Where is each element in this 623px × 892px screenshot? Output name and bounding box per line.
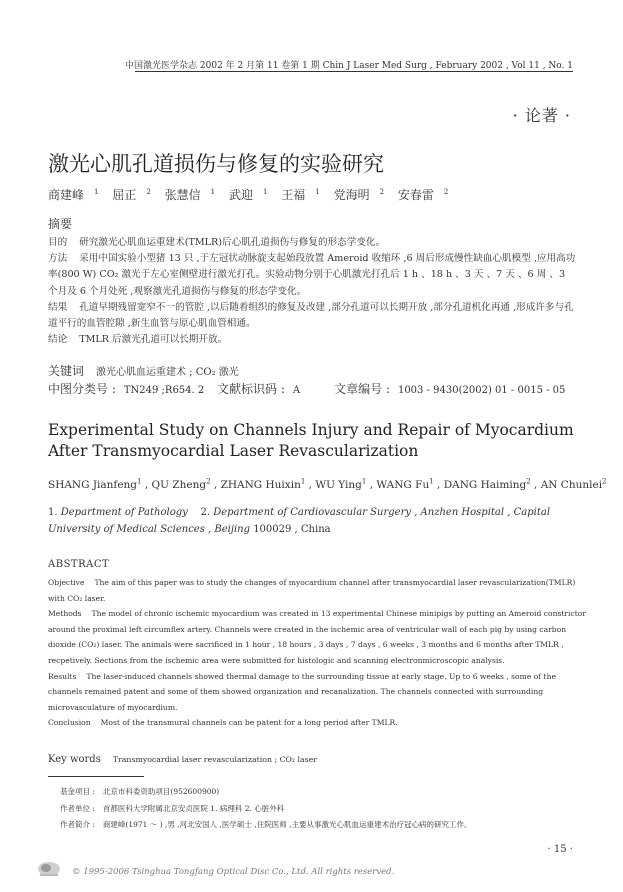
abstract-label: Results <box>48 671 77 681</box>
affiliation-english: 1. Department of Pathology 2. Department of Cardiovascular Surgery , Anzhen Hospital , Capital University of Medical Sciences , Beijing 100029 , China <box>48 507 551 535</box>
abstract-cn-heading: 摘要 <box>48 217 73 231</box>
author-en: QU Zheng$^2$ <box>151 477 211 491</box>
doc-code-label: 文献标识码 : <box>217 382 285 396</box>
keywords-cn-label: 关键词 <box>48 364 85 378</box>
doc-code-value: A <box>292 385 301 396</box>
abstract-cn-item: 结论 TMLR 后激光孔道可以长期开放。 <box>48 332 576 348</box>
article-no-value: 1003 - 9430(2002) 01 - 0015 - 05 <box>397 385 566 396</box>
abstract-en-heading: ABSTRACT <box>48 559 110 570</box>
abstract-cn-item: 结果 孔道早期残留宽窄不一的管腔 ,以后随着组织的修复及改建 ,部分孔道可以长期开放 ,部分孔道机化再通 ,形成许多与孔道平行的血管腔隙 ,新生血管与原心肌血管相通。 <box>48 301 574 330</box>
keywords-chinese <box>48 362 239 379</box>
abstract-label: 方法 <box>48 253 68 265</box>
author-cn: 王福 $^1$ <box>281 188 320 202</box>
footnotes <box>60 784 471 834</box>
copyright-notice: © 1995-2006 Tsinghua Tongfang Optical Disc Co., Ltd. All rights reserved. <box>72 867 395 877</box>
abstract-label: Objective <box>48 578 85 587</box>
header-rule <box>135 71 573 72</box>
page-number: · 15 · <box>547 844 573 855</box>
abstract-cn-item: 方法 采用中国实验小型猪 13 只 ,于左冠状动脉旋支起始段放置 Ameroid 收缩环 ,6 周后形成慢性缺血心肌模型 ,应用高功率(800 W) CO₂ 激光于左心室侧壁进行激光打孔。实验动物分别于心肌激光打孔后 1 h 、18 h 、3 天 、7 天 、6 周 、3 个月及 6 个月处死 ,观察激光孔道损伤与修复的形态学变化。 <box>48 253 576 297</box>
author-cn: 党海明 $^2$ <box>333 188 385 202</box>
article-no-label: 文章编号 : <box>334 382 390 396</box>
author-en: AN Chunlei$^2$ <box>540 477 607 491</box>
classification-chinese <box>48 380 565 397</box>
authors-english: SHANG Jianfeng$^1$ , QU Zheng$^2$ , ZHANG Huixin$^1$ , WU Ying$^1$ , WANG Fu$^1$ , DANG Haiming$^2$ , AN Chunlei$^2$ <box>48 477 607 491</box>
title-en-line: After Transmyocardial Laser Revascularization <box>48 442 419 460</box>
clc-value: TN249 ;R654. 2 <box>123 385 205 396</box>
running-head-text: 中国激光医学杂志 2002 年 2 月第 11 卷第 1 期 Chin J Laser Med Surg , February 2002 , Vol 11 , No. 1 <box>125 61 573 71</box>
author-cn: 张慧信 $^1$ <box>164 188 216 202</box>
section-tag: · 论著 · <box>512 106 571 125</box>
keywords-en-values: Transmyocardial laser revascularization ; CO₂ laser <box>112 755 318 764</box>
author-cn: 商建峰 $^1$ <box>48 188 99 202</box>
abstract-en-item: Methods The model of chronic ischemic myocardium was created in 13 experimental Chinese minipigs by putting an Ameroid constrictor around the proximal left circumflex artery. Channels were created in the ischemic area of ventricular wall of each pig by using carbon dioxide (CO₂) laser. The animals were sacrificed in 1 hour , 18 hours , 3 days , 7 days , 6 weeks , 3 months and 6 months after TMLR , recpetively. Sections from the ischemic area were submitted for histologic and scanning electronmicroscopic analysis. <box>48 606 586 668</box>
clc-label: 中图分类号 : <box>48 382 116 396</box>
keywords-en-label: Key words <box>48 754 101 765</box>
abstract-label: Methods <box>48 609 82 619</box>
author-en: DANG Haiming$^2$ <box>443 477 531 491</box>
author-cn: 安春雷 $^2$ <box>397 188 449 202</box>
abstract-en-item: Objective The aim of this paper was to study the changes of myocardium channel after transmyocardial laser revascularization(TMLR) with CO₂ laser. <box>48 575 586 606</box>
abstract-label: 目的 <box>48 237 68 248</box>
authors-chinese <box>48 186 458 203</box>
title-en-line: Experimental Study on Channels Injury and Repair of Myocardium <box>48 421 574 439</box>
title-english <box>48 420 588 462</box>
author-cn: 屈正 $^2$ <box>112 188 151 202</box>
abstract-en-item: Conclusion Most of the transmural channels can be patent for a long period after TMLR. <box>48 715 586 731</box>
abstract-label: Conclusion <box>48 718 91 728</box>
footnote: 基金项目 : 北京市科委资助项目(952600900) <box>60 787 220 796</box>
footnote-rule <box>48 776 144 777</box>
abstract-en-item: Results The laser-induced channels showed thermal damage to the surrounding tissue at early stage. Up to 6 weeks , some of the channels remained patent and some of them showed organization and recanalization. The channels connected with surrounding microvasculature of myocardium. <box>48 669 586 716</box>
publisher-logo-icon <box>36 860 62 878</box>
author-en: WANG Fu$^1$ <box>376 477 434 491</box>
author-en: SHANG Jianfeng$^1$ <box>48 477 142 491</box>
abstract-label: 结论 <box>48 334 68 346</box>
running-header <box>0 58 623 72</box>
abstract-chinese <box>48 235 576 348</box>
footnote: 作者简介 : 商建峰(1971 ～ ) ,男 ,河北安国人 ,医学硕士 ,住院医师 ,主要从事激光心肌血运重建术治疗冠心病的研究工作。 <box>60 820 472 829</box>
title-chinese: 激光心肌孔道损伤与修复的实验研究 <box>48 152 384 176</box>
abstract-english <box>48 575 586 731</box>
footnote: 作者单位 : 首都医科大学附属北京安贞医院 1. 病理科 2. 心脏外科 <box>60 803 285 813</box>
keywords-cn-values: 激光心肌血运重建术 ; CO₂ 激光 <box>96 367 239 378</box>
abstract-cn-item: 目的 研究激光心肌血运重建术(TMLR)后心肌孔道损伤与修复的形态学变化。 <box>48 235 576 251</box>
author-cn: 武迎 $^1$ <box>228 188 268 202</box>
keywords-english <box>48 754 317 765</box>
author-en: ZHANG Huixin$^1$ <box>220 477 306 491</box>
author-en: WU Ying$^1$ <box>315 477 367 491</box>
abstract-label: 结果 <box>48 301 68 313</box>
